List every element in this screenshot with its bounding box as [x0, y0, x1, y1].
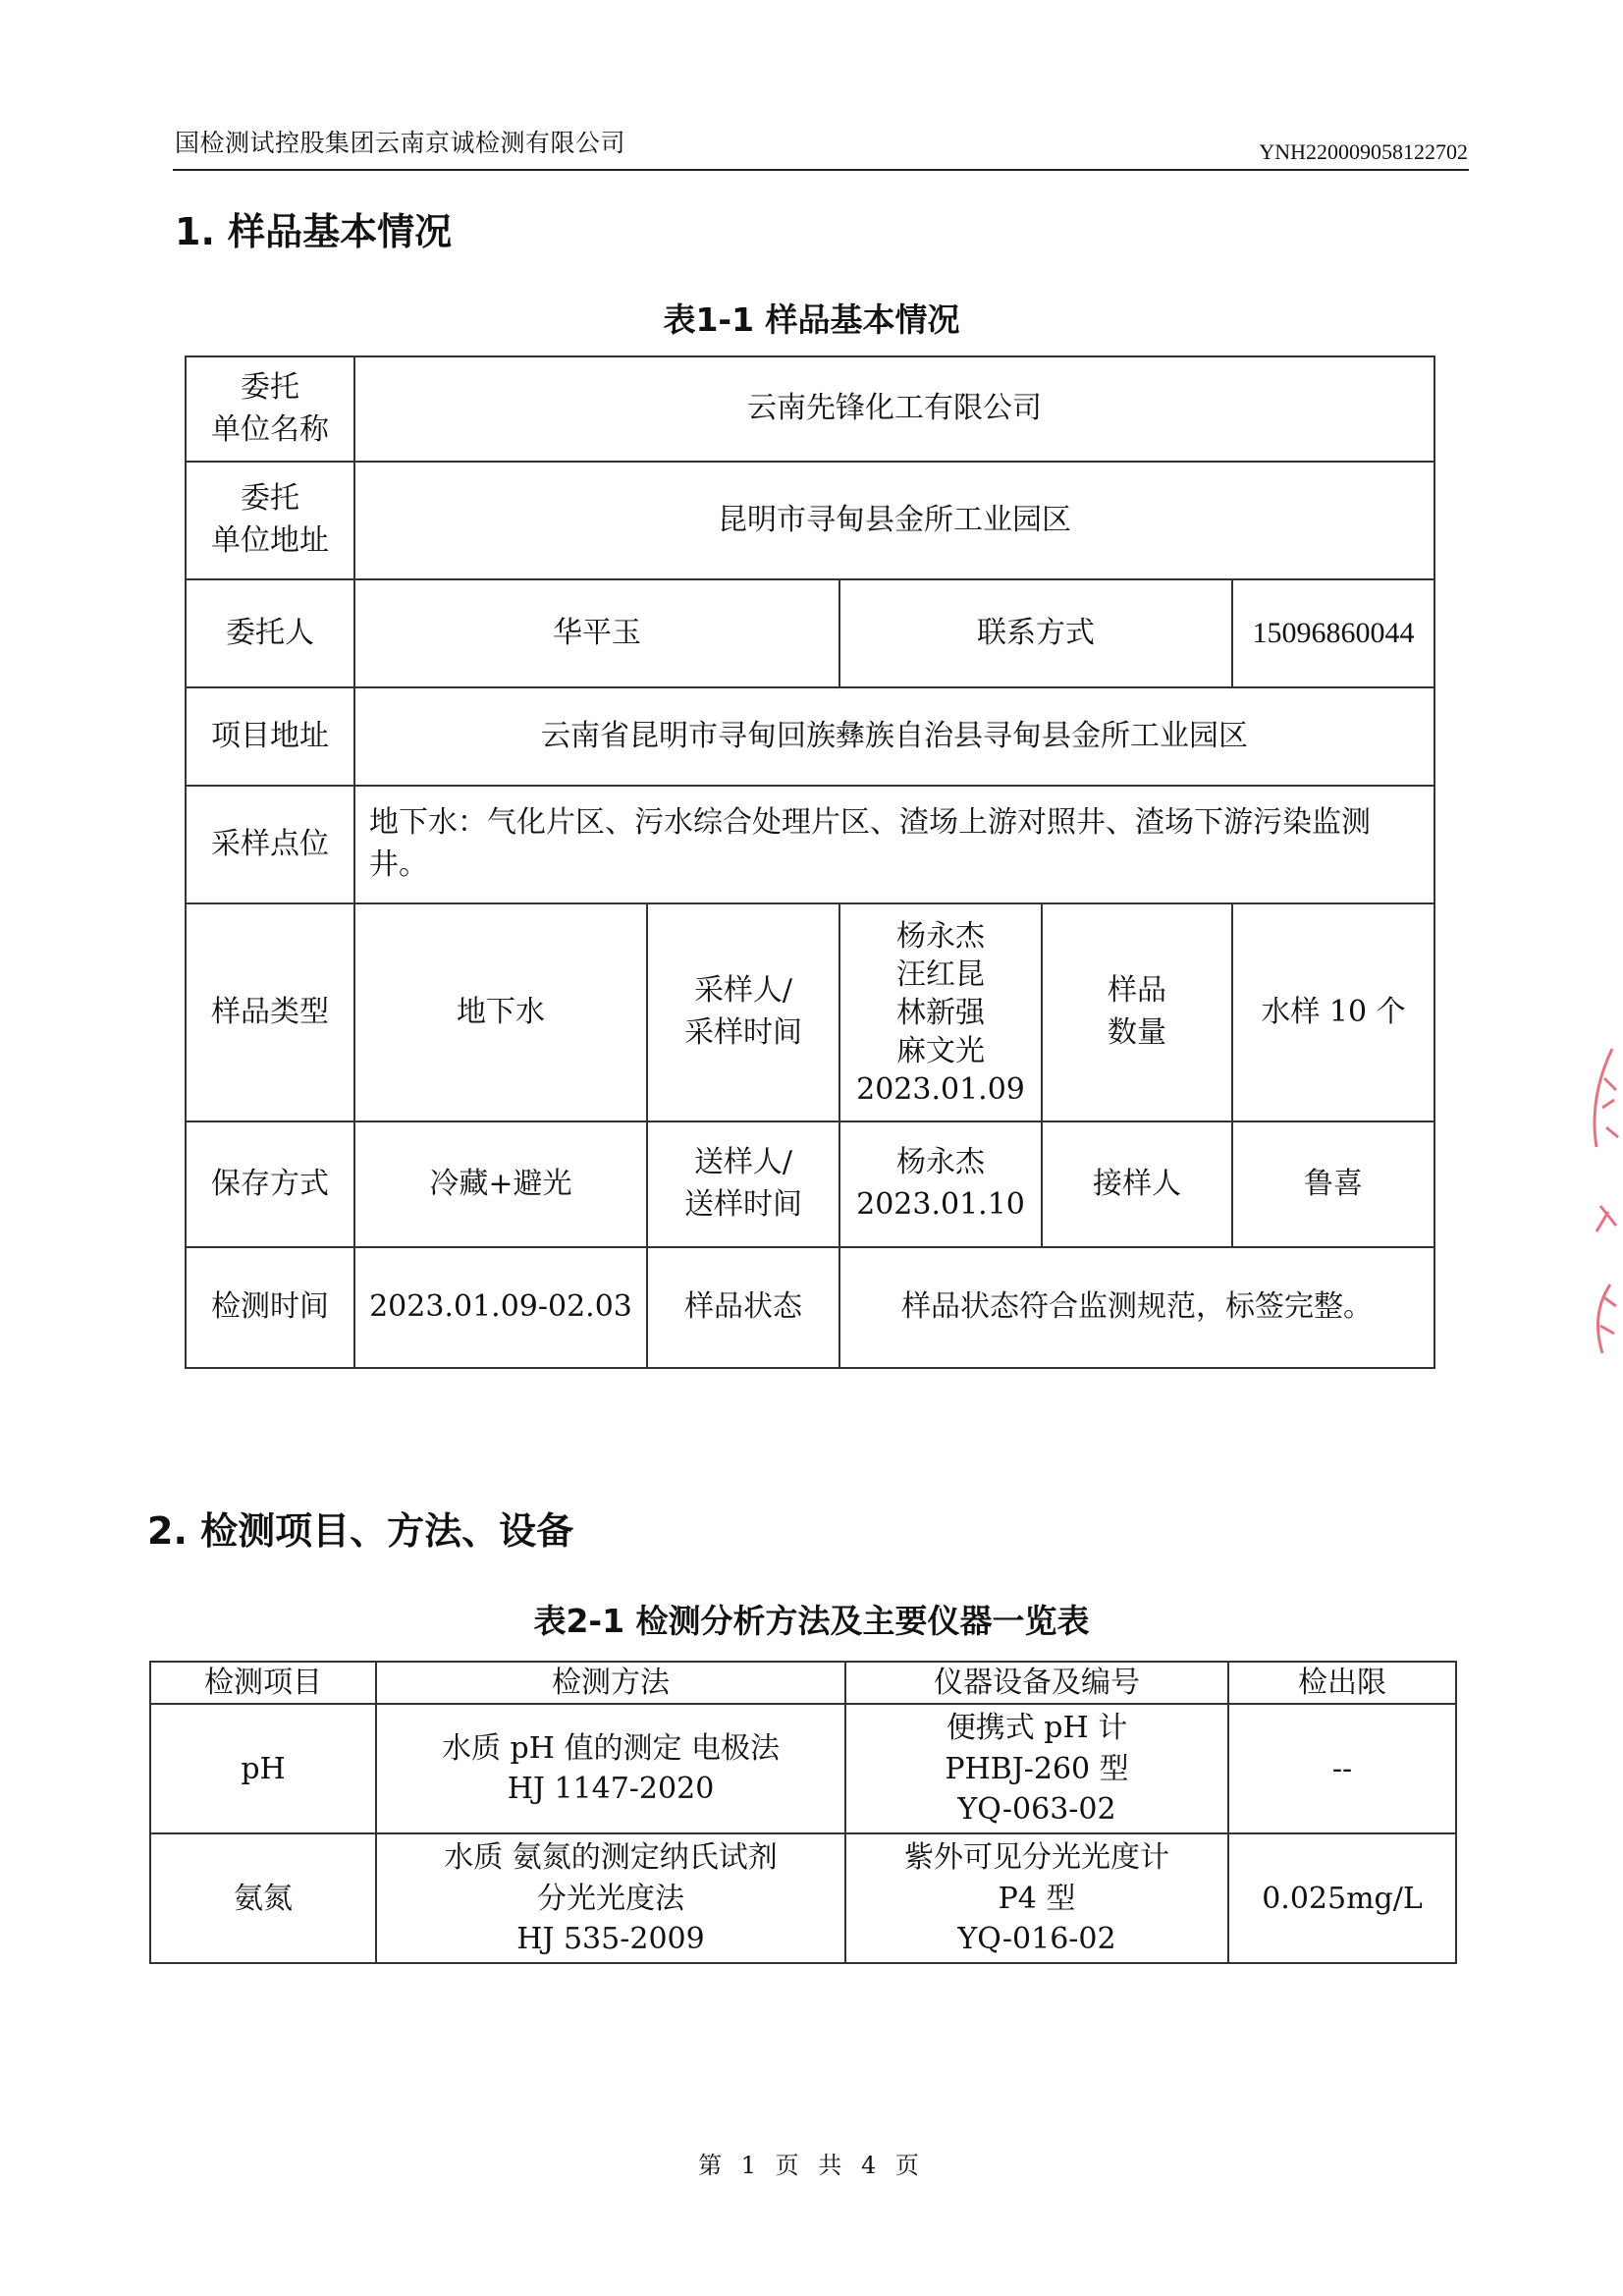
header-method: 检测方法 — [376, 1662, 845, 1704]
row-limit: 0.025mg/L — [1228, 1833, 1456, 1963]
row-item: pH — [150, 1704, 376, 1833]
test-time-label: 检测时间 — [186, 1247, 354, 1368]
client-name: 云南先锋化工有限公司 — [354, 356, 1434, 462]
sender-info: 杨永杰 2023.01.10 — [839, 1121, 1042, 1247]
sampler-info: 杨永杰 汪红昆 林新强 麻文光 2023.01.09 — [839, 903, 1042, 1121]
header-instrument: 仪器设备及编号 — [845, 1662, 1228, 1704]
sample-info-table — [185, 355, 1435, 1369]
header-item: 检测项目 — [150, 1662, 376, 1704]
contact-label: 联系方式 — [839, 579, 1232, 687]
contact-value: 15096860044 — [1232, 579, 1434, 687]
sampler-label: 采样人/ 采样时间 — [647, 903, 839, 1121]
table1-caption: 表1-1 样品基本情况 — [663, 301, 960, 339]
header-limit: 检出限 — [1228, 1662, 1456, 1704]
receiver-name: 鲁喜 — [1232, 1121, 1434, 1247]
receiver-label: 接样人 — [1042, 1121, 1232, 1247]
sample-qty-label: 样品 数量 — [1042, 903, 1232, 1121]
sampling-points-label: 采样点位 — [186, 786, 354, 903]
sample-qty: 水样 10 个 — [1232, 903, 1434, 1121]
row-item: 氨氮 — [150, 1833, 376, 1963]
test-time: 2023.01.09-02.03 — [354, 1247, 647, 1368]
client-address-label: 委托 单位地址 — [186, 462, 354, 579]
method-table — [149, 1661, 1457, 1964]
header-divider — [173, 169, 1469, 171]
sample-state-label: 样品状态 — [647, 1247, 839, 1368]
section1-title: 1. 样品基本情况 — [175, 210, 453, 253]
project-address: 云南省昆明市寻甸回族彝族自治县寻甸县金所工业园区 — [354, 687, 1434, 786]
page-number: 第 1 页 共 4 页 — [698, 2152, 925, 2179]
row-instrument: 紫外可见分光光度计 P4 型 YQ-016-02 — [845, 1833, 1228, 1963]
table2-caption: 表2-1 检测分析方法及主要仪器一览表 — [533, 1602, 1090, 1640]
project-address-label: 项目地址 — [186, 687, 354, 786]
table-row — [150, 1833, 1456, 1963]
table-row — [150, 1704, 1456, 1833]
company-name: 国检测试控股集团云南京诚检测有限公司 — [175, 129, 626, 157]
sample-type: 地下水 — [354, 903, 647, 1121]
report-number: YNH220009058122702 — [1259, 139, 1468, 164]
row-limit: -- — [1228, 1704, 1456, 1833]
client-person: 华平玉 — [354, 579, 839, 687]
sample-state: 样品状态符合监测规范，标签完整。 — [839, 1247, 1434, 1368]
storage-label: 保存方式 — [186, 1121, 354, 1247]
client-person-label: 委托人 — [186, 579, 354, 687]
row-method: 水质 pH 值的测定 电极法 HJ 1147-2020 — [376, 1704, 845, 1833]
sender-label: 送样人/ 送样时间 — [647, 1121, 839, 1247]
client-name-label: 委托 单位名称 — [186, 356, 354, 462]
section2-title: 2. 检测项目、方法、设备 — [147, 1509, 574, 1553]
row-instrument: 便携式 pH 计 PHBJ-260 型 YQ-063-02 — [845, 1704, 1228, 1833]
sampling-points: 地下水：气化片区、污水综合处理片区、渣场上游对照井、渣场下游污染监测井。 — [354, 786, 1434, 903]
client-address: 昆明市寻甸县金所工业园区 — [354, 462, 1434, 579]
storage-method: 冷藏+避光 — [354, 1121, 647, 1247]
sample-type-label: 样品类型 — [186, 903, 354, 1121]
seal-stamp-icon — [1583, 1039, 1622, 1363]
row-method: 水质 氨氮的测定纳氏试剂 分光光度法 HJ 535-2009 — [376, 1833, 845, 1963]
